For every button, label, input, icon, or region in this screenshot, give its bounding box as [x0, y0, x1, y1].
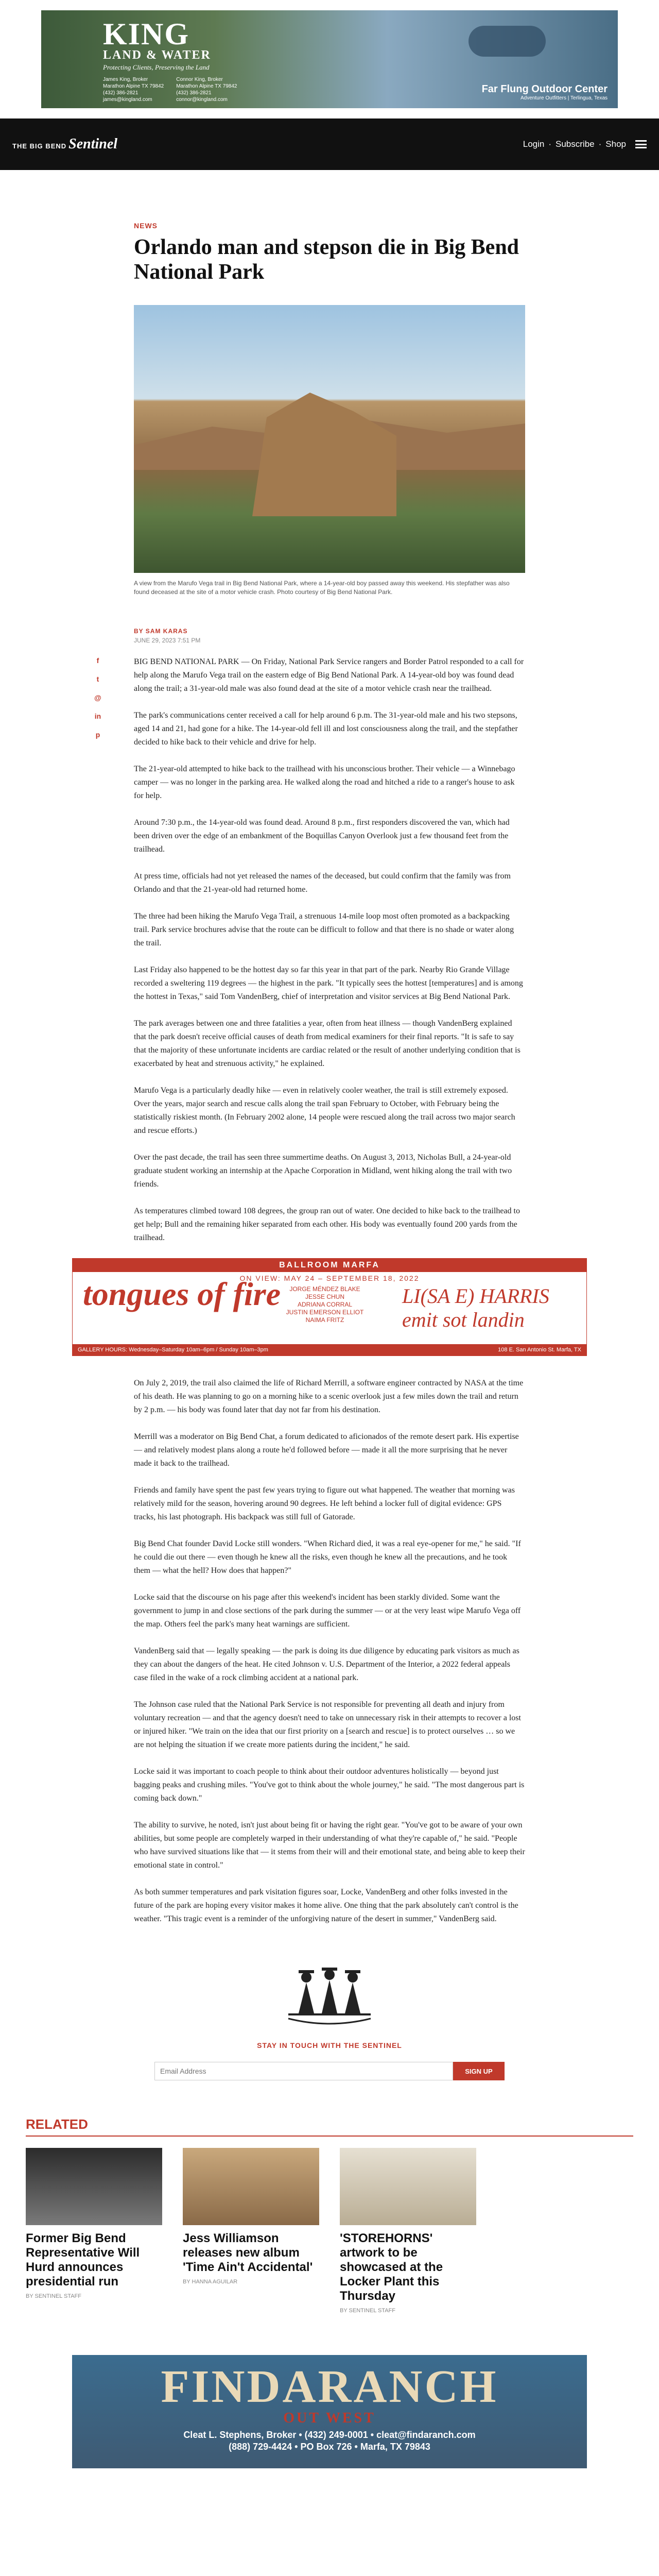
- article-byline[interactable]: BY SAM KARAS: [134, 628, 188, 635]
- findaranch-address-line: (888) 729-4424 • PO Box 726 • Marfa, TX 79843: [229, 2442, 430, 2452]
- ad-photo-raft: [469, 26, 546, 57]
- subscribe-link[interactable]: Subscribe: [556, 139, 595, 149]
- paragraph: Last Friday also happened to be the hottest day so far this year in that part of the park. Nearby Rio Grande Village recorded a sweltering 119 degrees — the highest in the park. "It typically sees the hottest [temperatures] and is among the hottest in Texas," said Tom VandenBerg, chief of interpretation and visitor services at Big Bend National Park.: [134, 965, 523, 1001]
- paragraph: As temperatures climbed toward 108 degrees, the group ran out of water. One decided to hike back to the trailhead to get help; Bull and the remaining hiker separated from each other. His body was eventually found 200 yards from the trailhead.: [134, 1207, 520, 1242]
- paragraph: Friends and family have spent the past few years trying to figure out what happened. The weather that morning was relatively mild for the season, hovering around 90 degrees. He left behind a locker full of digital evidence: GPS tracks, his last photograph. His backpack was still full of Gatorade.: [134, 1486, 515, 1521]
- article-category[interactable]: NEWS: [134, 222, 158, 230]
- top-advertisement[interactable]: [0, 0, 659, 118]
- paragraph: BIG BEND NATIONAL PARK — On Friday, National Park Service rangers and Border Patrol responded to a call for help along the Marufo Vega trail on the eastern edge of Big Bend National Park. A 14-year-old boy was found dead along the trail; a 31-year-old male was also found dead at the site of a motor vehicle crash near the trailhead.: [134, 657, 524, 693]
- site-header: [0, 118, 659, 170]
- photo-caption: A view from the Marufo Vega trail in Big Bend National Park, where a 14-year-old boy passed away this weekend. His stepfather was also found deceased at the site of a motor vehicle crash. Photo courtesy of Big Bend National Park.: [134, 580, 510, 596]
- newsletter-title: STAY IN TOUCH WITH THE SENTINEL: [257, 2041, 402, 2049]
- ad-footer: [73, 1344, 586, 1355]
- related-card-title[interactable]: 'STOREHORNS' artwork to be showcased at the Locker Plant this Thursday: [340, 2231, 443, 2303]
- related-card-byline: BY HANNA AGUILAR: [183, 2279, 238, 2285]
- paragraph: On July 2, 2019, the trail also claimed the life of Richard Merrill, a software engineer contracted by NASA at the time of his death. He was planning to go on a morning hike to a scenic overlook just a few miles down the trail and return by 2 p.m. — his body was found later that day not far from his destination.: [134, 1379, 524, 1414]
- ad-right-block: [482, 83, 608, 101]
- findaranch-ad[interactable]: [72, 2355, 587, 2468]
- related-card-image[interactable]: [183, 2148, 319, 2225]
- photo-cliff: [252, 393, 396, 516]
- related-card-byline: BY SENTINEL STAFF: [26, 2293, 81, 2299]
- related-card-image[interactable]: [26, 2148, 162, 2225]
- header-links: [523, 139, 647, 149]
- related-card[interactable]: [26, 2148, 162, 2314]
- related-card-byline: BY SENTINEL STAFF: [340, 2308, 395, 2314]
- logo-sentinel: Sentinel: [68, 136, 118, 152]
- ad-left-title: tongues of fire: [83, 1276, 281, 1312]
- site-logo[interactable]: [12, 136, 117, 152]
- related-card[interactable]: [340, 2148, 476, 2314]
- paragraph: The 21-year-old attempted to hike back to the trailhead with his unconscious brother. Their vehicle — a Winnebago camper — was no longer in the parking area. He walked along the road and hitched a ride to a ranger's house to ask for help.: [134, 765, 515, 800]
- ad-address: 108 E. San Antonio St. Marfa, TX: [498, 1347, 581, 1353]
- paragraph: Big Bend Chat founder David Locke still wonders. "When Richard died, it was a real eye-opener for me," he said. "If he could die out there — even though he knew all the risks, even though he knew all the precautions, and he took them — what the hell? How does that happen?": [134, 1539, 521, 1575]
- paragraph: The park averages between one and three fatalities a year, often from heat illness — though VandenBerg explained that the park doesn't receive official causes of death from medical examiners for their final reports. "It is safe to say that the majority of these unfortunate incidents are cardiac related or the result of another underlying condition that is exacerbated by heat and strenuous activity," he explained.: [134, 1019, 521, 1068]
- paragraph: The ability to survive, he noted, isn't just about being fit or having the right gear. "You've got to be aware of your own abilities, but some people are completely warped in their understanding of what they're capable of," he said. "People who have survived situations like that — it stems from their will and their emotional state, and being able to keep their emotional state in control.": [134, 1821, 525, 1870]
- related-card-image[interactable]: [340, 2148, 476, 2225]
- ad-hours: GALLERY HOURS: Wednesday–Saturday 10am–6pm / Sunday 10am–3pm: [78, 1347, 268, 1353]
- login-link[interactable]: Login: [523, 139, 545, 149]
- findaranch-title: FINDARANCH: [161, 2361, 498, 2412]
- findaranch-subtitle: OUT WEST: [283, 2410, 376, 2426]
- ad-right-title: LI(SA E) HARRIS emit sot landin: [402, 1284, 549, 1331]
- paragraph: Merrill was a moderator on Big Bend Chat, a forum dedicated to aficionados of the remote desert park. His expertise — and relatively modest plans along a route he'd followed before — made it all the more surprising that he never made it back to the trailhead.: [134, 1432, 519, 1468]
- related-card-title[interactable]: Former Big Bend Representative Will Hurd announces presidential run: [26, 2231, 140, 2289]
- findaranch-contact-line: Cleat L. Stephens, Broker • (432) 249-0001 • cleat@findaranch.com: [183, 2430, 476, 2440]
- related-card[interactable]: [183, 2148, 319, 2314]
- signup-button[interactable]: SIGN UP: [453, 2062, 505, 2080]
- newsletter-form: [134, 2062, 525, 2080]
- ad-contacts: [103, 76, 237, 103]
- ad-dates: ON VIEW: MAY 24 – SEPTEMBER 18, 2022: [239, 1274, 420, 1282]
- separator: ·: [548, 139, 552, 149]
- ad-contact-2: Connor King, Broker Marathon Alpine TX 79842 (432) 386-2821 connor@kingland.com: [176, 77, 237, 103]
- separator: ·: [598, 139, 602, 149]
- article-date: JUNE 29, 2023 7:51 PM: [134, 637, 201, 644]
- article-photo: [134, 305, 525, 573]
- facebook-icon[interactable]: f: [96, 656, 99, 665]
- related-card-title[interactable]: Jess Williamson releases new album 'Time Ain't Accidental': [183, 2231, 313, 2274]
- article-body: [78, 655, 581, 1926]
- paragraph: Locke said it was important to coach people to think about their outdoor adventures holistically — beyond just bagging peaks and crushing miles. "You've got to think about the whole journey," he said. "The most dangerous part is coming back down.": [134, 1767, 525, 1803]
- cowboys-icon: [278, 1952, 381, 2034]
- paragraph: As both summer temperatures and park visitation figures soar, Locke, VandenBerg and other folks invested in the future of the park are hoping every visitor makes it home alive. One thing that the park absolutely can't control is the weather. "This tragic event is a reminder of the unforgiving nature of the desert in summer," VandenBerg said.: [134, 1888, 518, 1923]
- paragraph: Around 7:30 p.m., the 14-year-old was found dead. Around 8 p.m., first responders discovered the van, which had been driven over the edge of an embankment of the Boquillas Canyon Overlook just a few thousand feet from the trailhead.: [134, 818, 510, 854]
- ad-title: KING: [103, 17, 190, 51]
- linkedin-icon[interactable]: in: [94, 712, 101, 720]
- logo-the-big-bend: THE BIG BEND: [12, 142, 67, 150]
- email-icon[interactable]: @: [94, 693, 101, 702]
- paragraph: The Johnson case ruled that the National Park Service is not responsible for preventing all death and injury from voluntary recreation — and that the agency doesn't need to take on unnecessary risk in their attempts to recover a lost or injured hiker. "We train on the idea that our first priority on a [search and rescue] is to protect ourselves … so we are not helping the situation if we create more patients during the incident," he said.: [134, 1700, 521, 1749]
- newsletter-section: [134, 1952, 525, 2080]
- print-icon[interactable]: p: [95, 731, 100, 739]
- ballroom-marfa-ad[interactable]: [0, 1258, 659, 1356]
- article: [78, 170, 581, 2080]
- ad-right-title: Far Flung Outdoor Center: [481, 83, 608, 95]
- paragraph: The park's communications center received a call for help around 6 p.m. The 31-year-old male and his two stepsons, aged 14 and 21, had gone for a hike. The 14-year-old fell ill and lost consciousness along the trail, and the stepfather decided to hike back to their vehicle and drive for help.: [134, 711, 518, 747]
- ad-logo: [103, 17, 211, 72]
- paragraph: The three had been hiking the Marufo Vega Trail, a strenuous 14-mile loop most often promoted as a backpacking trail. Park service brochures advise that the route can be difficult to follow and that there is no shade or water along the trail.: [134, 912, 514, 947]
- menu-icon[interactable]: [635, 140, 647, 148]
- ad-box[interactable]: [72, 1258, 587, 1356]
- paragraph: Locke said that the discourse on his page after this weekend's incident has been starkly divided. Some want the government to jump in and close sections of the park during the summer — or at the very least wipe Marufo Vega off the map. Others feel the park's many heat warnings are sufficient.: [134, 1593, 521, 1629]
- share-bar: [93, 655, 103, 740]
- ad-header: BALLROOM MARFA: [73, 1259, 586, 1272]
- shop-link[interactable]: Shop: [605, 139, 626, 149]
- paragraph: VandenBerg said that — legally speaking — the park is doing its due diligence by educating park visitors as much as they can about the dangers of the heat. He cited Johnson v. U.S. Department of the Interior, a 2022 federal appeals case filed in the wake of a rock climbing accident at a national park.: [134, 1647, 519, 1682]
- article-body-wrap: [78, 655, 581, 1926]
- ad-right-subtitle: Adventure Outfitters | Terlingua, Texas: [521, 95, 608, 101]
- article-title: Orlando man and stepson die in Big Bend National Park: [134, 235, 519, 284]
- email-input[interactable]: [154, 2062, 453, 2080]
- newsletter-illustration: [278, 1952, 381, 2034]
- king-land-water-ad[interactable]: [41, 10, 618, 108]
- related-cards: [26, 2148, 633, 2314]
- ad-subtitle: LAND & WATER: [103, 48, 211, 62]
- twitter-icon[interactable]: t: [96, 675, 99, 683]
- ad-contact-1: James King, Broker Marathon Alpine TX 79842 (432) 386-2821 james@kingland.com: [103, 77, 164, 103]
- paragraph: At press time, officials had not yet released the names of the deceased, but could confirm that the family was from Orlando and that the 21-year-old had returned home.: [134, 872, 511, 894]
- ad-artists: JORGE MÉNDEZ BLAKE JESSE CHUN ADRIANA CORRAL JUSTIN EMERSON ELLIOT NAIMA FRITZ: [286, 1285, 364, 1324]
- related-section: [26, 2116, 633, 2314]
- ad-tagline: Protecting Clients, Preserving the Land: [103, 63, 210, 71]
- paragraph: Marufo Vega is a particularly deadly hike — even in relatively cooler weather, the trail is still extremely exposed. Over the years, major search and rescue calls along the trail span February to October, with February being the statistically riskiest month. (In February 2002 alone, 14 people were rescued along the trail across two major search and rescue efforts.): [134, 1086, 515, 1135]
- paragraph: Over the past decade, the trail has seen three summertime deaths. On August 3, 2013, Nicholas Bull, a 24-year-old graduate student working an internship at the Apache Corporation in Midland, went hiking along the trail with two friends.: [134, 1153, 512, 1189]
- related-label: RELATED: [26, 2116, 633, 2137]
